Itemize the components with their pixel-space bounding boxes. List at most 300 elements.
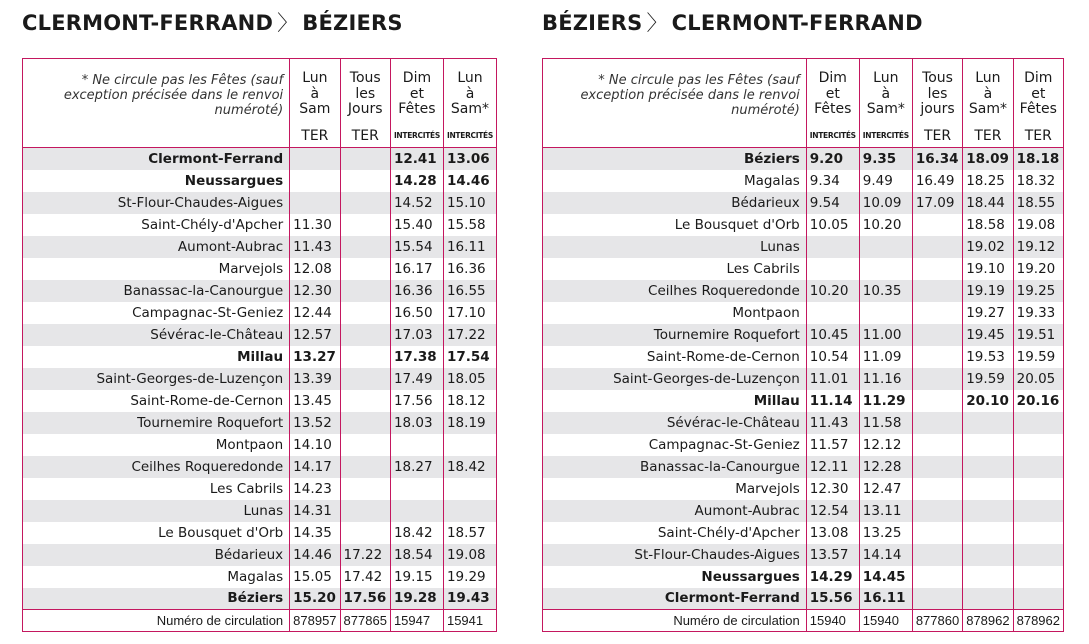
time-cell: 17.38 <box>390 346 443 368</box>
column-operator: INTERCITÉS <box>443 126 496 148</box>
column-days: Dim et Fêtes <box>806 59 859 126</box>
station-name: Les Cabrils <box>209 480 284 497</box>
time-cell: 14.23 <box>290 478 340 500</box>
table-row <box>23 500 497 522</box>
time-cell: 10.09 <box>859 192 912 214</box>
time-cell: 19.43 <box>443 588 496 610</box>
time-cell: 18.42 <box>390 522 443 544</box>
time-cell <box>340 324 390 346</box>
train-number: 878962 <box>1013 610 1063 632</box>
table-row <box>543 456 1064 478</box>
time-cell: 17.56 <box>340 588 390 610</box>
station-name: Saint-Rome-de-Cernon <box>130 392 284 409</box>
title-to: BÉZIERS <box>302 11 403 35</box>
train-number: 877865 <box>340 610 390 632</box>
station-name: Saint-Chély-d'Apcher <box>141 216 284 233</box>
time-cell: 13.27 <box>290 346 340 368</box>
time-cell <box>963 478 1013 500</box>
number-row <box>23 610 497 632</box>
station-name: Bédarieux <box>543 192 807 214</box>
time-cell <box>340 390 390 412</box>
time-cell <box>1013 522 1063 544</box>
time-cell: 16.11 <box>443 236 496 258</box>
station-name: Millau <box>237 348 284 365</box>
time-cell: 17.22 <box>340 544 390 566</box>
time-cell <box>340 258 390 280</box>
time-cell: 17.49 <box>390 368 443 390</box>
header-note: * Ne circule pas les Fêtes (sauf exception précisée dans le renvoi numéroté) <box>580 72 800 118</box>
station-name: Tournemire Roquefort <box>23 412 290 434</box>
table-row <box>23 412 497 434</box>
time-cell: 14.31 <box>290 500 340 522</box>
table-row <box>23 522 497 544</box>
time-cell <box>963 522 1013 544</box>
table-row <box>23 302 497 324</box>
time-cell <box>912 500 962 522</box>
table-row <box>23 148 497 170</box>
time-cell: 12.47 <box>859 478 912 500</box>
table-row <box>543 566 1064 588</box>
time-cell <box>912 544 962 566</box>
table-row <box>543 368 1064 390</box>
time-cell: 16.34 <box>912 148 962 170</box>
time-cell: 16.36 <box>390 280 443 302</box>
time-cell: 17.42 <box>340 566 390 588</box>
column-operator: INTERCITÉS <box>859 126 912 148</box>
time-cell: 15.54 <box>390 236 443 258</box>
time-cell: 18.27 <box>390 456 443 478</box>
column-days: Lun à Sam* <box>963 59 1013 126</box>
time-cell <box>443 478 496 500</box>
column-days: Tous les Jours <box>340 59 390 126</box>
time-cell: 11.16 <box>859 368 912 390</box>
time-cell <box>912 412 962 434</box>
time-cell <box>963 588 1013 610</box>
table-row <box>23 346 497 368</box>
time-cell: 11.43 <box>806 412 859 434</box>
time-cell: 18.09 <box>963 148 1013 170</box>
time-cell <box>912 522 962 544</box>
table-row <box>543 280 1064 302</box>
time-cell <box>859 302 912 324</box>
train-number: 15940 <box>859 610 912 632</box>
time-cell: 19.08 <box>443 544 496 566</box>
time-cell <box>340 192 390 214</box>
time-cell: 11.43 <box>290 236 340 258</box>
time-cell: 15.58 <box>443 214 496 236</box>
time-cell: 19.15 <box>390 566 443 588</box>
table-row <box>23 170 497 192</box>
time-cell <box>340 236 390 258</box>
train-number: 15941 <box>443 610 496 632</box>
table-row <box>23 280 497 302</box>
time-cell: 16.36 <box>443 258 496 280</box>
time-cell <box>340 522 390 544</box>
time-cell <box>912 456 962 478</box>
time-cell: 14.10 <box>290 434 340 456</box>
time-cell: 19.59 <box>1013 346 1063 368</box>
station-name: Magalas <box>227 568 284 585</box>
station-name: St-Flour-Chaudes-Aigues <box>23 192 290 214</box>
station-name: Saint-Rome-de-Cernon <box>646 348 800 365</box>
station-name: Sévérac-le-Château <box>23 324 290 346</box>
station-name: Le Bousquet d'Orb <box>158 524 284 541</box>
timetable <box>542 58 1064 632</box>
station-name: Banassac-la-Canourgue <box>543 456 807 478</box>
operator-spacer <box>23 126 290 148</box>
column-days: Lun à Sam* <box>443 59 496 126</box>
time-cell: 12.08 <box>290 258 340 280</box>
time-cell: 13.57 <box>806 544 859 566</box>
time-cell: 14.45 <box>859 566 912 588</box>
table-row <box>543 588 1064 610</box>
time-cell: 10.35 <box>859 280 912 302</box>
time-cell: 11.09 <box>859 346 912 368</box>
table-row <box>23 390 497 412</box>
title-from: CLERMONT-FERRAND <box>22 11 274 35</box>
time-cell: 19.10 <box>963 258 1013 280</box>
station-name: Bédarieux <box>23 544 290 566</box>
time-cell <box>806 302 859 324</box>
time-cell: 13.11 <box>859 500 912 522</box>
table-row <box>23 566 497 588</box>
time-cell: 19.53 <box>963 346 1013 368</box>
table-row <box>543 302 1064 324</box>
time-cell: 9.34 <box>806 170 859 192</box>
time-cell <box>390 478 443 500</box>
time-cell: 12.30 <box>290 280 340 302</box>
station-name: Aumont-Aubrac <box>543 500 807 522</box>
time-cell: 13.45 <box>290 390 340 412</box>
time-cell: 14.17 <box>290 456 340 478</box>
station-name: Marvejols <box>735 480 800 497</box>
time-cell <box>290 192 340 214</box>
station-name: Lunas <box>543 236 807 258</box>
table-row <box>543 148 1064 170</box>
header-row <box>543 59 1064 126</box>
station-name: Clermont-Ferrand <box>23 148 290 170</box>
time-cell: 18.12 <box>443 390 496 412</box>
time-cell <box>806 258 859 280</box>
station-name: Béziers <box>23 588 290 610</box>
title-to: CLERMONT-FERRAND <box>671 11 923 35</box>
time-cell: 11.58 <box>859 412 912 434</box>
time-cell: 16.11 <box>859 588 912 610</box>
station-name: Saint-Georges-de-Luzençon <box>23 368 290 390</box>
train-number: 878962 <box>963 610 1013 632</box>
station-name: Le Bousquet d'Orb <box>674 216 800 233</box>
time-cell: 18.18 <box>1013 148 1063 170</box>
time-cell: 18.19 <box>443 412 496 434</box>
time-cell: 16.50 <box>390 302 443 324</box>
time-cell: 12.30 <box>806 478 859 500</box>
time-cell <box>340 346 390 368</box>
table-row <box>23 368 497 390</box>
time-cell: 18.57 <box>443 522 496 544</box>
time-cell: 17.56 <box>390 390 443 412</box>
time-cell: 13.25 <box>859 522 912 544</box>
time-cell: 19.27 <box>963 302 1013 324</box>
time-cell: 15.10 <box>443 192 496 214</box>
time-cell: 17.09 <box>912 192 962 214</box>
column-days: Tous les jours <box>912 59 962 126</box>
train-number: 878957 <box>290 610 340 632</box>
time-cell <box>912 280 962 302</box>
time-cell <box>1013 566 1063 588</box>
station-name: Campagnac-St-Geniez <box>132 304 284 321</box>
station-name: Tournemire Roquefort <box>543 324 807 346</box>
time-cell <box>1013 434 1063 456</box>
table-row <box>543 500 1064 522</box>
station-name: Clermont-Ferrand <box>543 588 807 610</box>
time-cell <box>340 280 390 302</box>
time-cell: 10.05 <box>806 214 859 236</box>
time-cell <box>340 478 390 500</box>
time-cell <box>340 148 390 170</box>
table-row <box>543 478 1064 500</box>
time-cell: 10.20 <box>806 280 859 302</box>
time-cell: 10.20 <box>859 214 912 236</box>
time-cell: 12.41 <box>390 148 443 170</box>
time-cell: 9.49 <box>859 170 912 192</box>
column-days: Dim et Fêtes <box>1013 59 1063 126</box>
column-operator: TER <box>340 126 390 148</box>
title-from: BÉZIERS <box>542 11 643 35</box>
time-cell: 13.08 <box>806 522 859 544</box>
time-cell: 11.14 <box>806 390 859 412</box>
title-arrow: 〉 <box>646 11 668 35</box>
station-name: Montpaon <box>215 436 284 453</box>
time-cell: 19.51 <box>1013 324 1063 346</box>
time-cell: 13.52 <box>290 412 340 434</box>
time-cell <box>963 434 1013 456</box>
time-cell: 18.03 <box>390 412 443 434</box>
time-cell <box>912 390 962 412</box>
time-cell: 14.29 <box>806 566 859 588</box>
station-name: St-Flour-Chaudes-Aigues <box>543 544 807 566</box>
table-row <box>543 390 1064 412</box>
time-cell <box>1013 412 1063 434</box>
time-cell <box>963 566 1013 588</box>
table-row <box>543 412 1064 434</box>
station-name: Neussargues <box>184 172 284 189</box>
table-row <box>543 170 1064 192</box>
table-row <box>23 192 497 214</box>
time-cell: 18.25 <box>963 170 1013 192</box>
number-label: Numéro de circulation <box>543 610 807 632</box>
number-label: Numéro de circulation <box>23 610 290 632</box>
time-cell <box>290 170 340 192</box>
station-name: Lunas <box>23 500 290 522</box>
time-cell: 19.45 <box>963 324 1013 346</box>
time-cell: 16.49 <box>912 170 962 192</box>
station-name: Saint-Chély-d'Apcher <box>657 524 800 541</box>
table-row <box>543 434 1064 456</box>
station-name: Sévérac-le-Château <box>543 412 807 434</box>
time-cell: 14.52 <box>390 192 443 214</box>
time-cell: 12.54 <box>806 500 859 522</box>
time-cell <box>912 478 962 500</box>
time-cell: 12.28 <box>859 456 912 478</box>
time-cell: 17.10 <box>443 302 496 324</box>
time-cell <box>859 236 912 258</box>
time-cell <box>912 236 962 258</box>
column-days: Dim et Fêtes <box>390 59 443 126</box>
time-cell: 15.05 <box>290 566 340 588</box>
time-cell <box>912 434 962 456</box>
table-row <box>543 522 1064 544</box>
time-cell: 15.40 <box>390 214 443 236</box>
table-row <box>543 214 1064 236</box>
table-row <box>23 544 497 566</box>
station-name: Millau <box>753 392 800 409</box>
time-cell <box>340 412 390 434</box>
time-cell: 15.20 <box>290 588 340 610</box>
time-cell: 12.12 <box>859 434 912 456</box>
time-cell <box>912 588 962 610</box>
table-row <box>543 258 1064 280</box>
time-cell <box>340 302 390 324</box>
time-cell: 19.29 <box>443 566 496 588</box>
time-cell <box>1013 500 1063 522</box>
time-cell <box>963 544 1013 566</box>
time-cell <box>859 258 912 280</box>
time-cell <box>1013 544 1063 566</box>
time-cell: 12.57 <box>290 324 340 346</box>
time-cell: 20.05 <box>1013 368 1063 390</box>
table-row <box>543 346 1064 368</box>
column-operator: TER <box>912 126 962 148</box>
station-name: Magalas <box>743 172 800 189</box>
time-cell <box>1013 456 1063 478</box>
station-name: Montpaon <box>732 304 800 321</box>
time-cell <box>912 566 962 588</box>
time-cell <box>290 148 340 170</box>
station-name: Les Cabrils <box>726 260 800 277</box>
time-cell: 13.06 <box>443 148 496 170</box>
time-cell: 9.35 <box>859 148 912 170</box>
train-number: 15940 <box>806 610 859 632</box>
station-name: Campagnac-St-Geniez <box>648 436 800 453</box>
time-cell <box>340 214 390 236</box>
station-name: Banassac-la-Canourgue <box>23 280 290 302</box>
time-cell: 18.42 <box>443 456 496 478</box>
time-cell <box>963 412 1013 434</box>
time-cell <box>390 500 443 522</box>
time-cell: 20.16 <box>1013 390 1063 412</box>
time-cell: 11.57 <box>806 434 859 456</box>
time-cell: 18.58 <box>963 214 1013 236</box>
time-cell <box>340 170 390 192</box>
table-row <box>23 456 497 478</box>
time-cell: 14.14 <box>859 544 912 566</box>
time-cell: 12.11 <box>806 456 859 478</box>
time-cell <box>912 302 962 324</box>
time-cell: 19.02 <box>963 236 1013 258</box>
time-cell: 14.46 <box>290 544 340 566</box>
time-cell: 19.19 <box>963 280 1013 302</box>
number-row <box>543 610 1064 632</box>
time-cell <box>912 324 962 346</box>
time-cell <box>912 214 962 236</box>
time-cell: 20.10 <box>963 390 1013 412</box>
time-cell: 17.03 <box>390 324 443 346</box>
time-cell <box>340 434 390 456</box>
panel-title <box>542 7 923 37</box>
station-name: Aumont-Aubrac <box>23 236 290 258</box>
time-cell <box>390 434 443 456</box>
station-name: Béziers <box>543 148 807 170</box>
title-arrow: 〉 <box>277 11 299 35</box>
time-cell <box>963 456 1013 478</box>
time-cell: 14.35 <box>290 522 340 544</box>
time-cell: 18.05 <box>443 368 496 390</box>
header-row <box>23 59 497 126</box>
column-operator: INTERCITÉS <box>806 126 859 148</box>
table-row <box>23 324 497 346</box>
time-cell <box>912 346 962 368</box>
station-name: Saint-Georges-de-Luzençon <box>543 368 807 390</box>
panel-title <box>22 7 403 37</box>
column-operator: TER <box>963 126 1013 148</box>
header-note: * Ne circule pas les Fêtes (sauf exception précisée dans le renvoi numéroté) <box>63 72 284 118</box>
table-row <box>543 544 1064 566</box>
time-cell: 11.01 <box>806 368 859 390</box>
time-cell <box>340 500 390 522</box>
time-cell: 10.54 <box>806 346 859 368</box>
time-cell: 11.30 <box>290 214 340 236</box>
table-row <box>23 478 497 500</box>
time-cell: 13.39 <box>290 368 340 390</box>
time-cell: 19.12 <box>1013 236 1063 258</box>
time-cell: 16.55 <box>443 280 496 302</box>
time-cell: 19.20 <box>1013 258 1063 280</box>
time-cell: 9.54 <box>806 192 859 214</box>
time-cell <box>912 258 962 280</box>
train-number: 877860 <box>912 610 962 632</box>
time-cell: 12.44 <box>290 302 340 324</box>
time-cell: 18.55 <box>1013 192 1063 214</box>
station-name: Ceilhes Roqueredonde <box>543 280 807 302</box>
time-cell: 19.25 <box>1013 280 1063 302</box>
station-name: Neussargues <box>701 568 800 585</box>
time-cell: 9.20 <box>806 148 859 170</box>
time-cell: 11.29 <box>859 390 912 412</box>
time-cell <box>963 500 1013 522</box>
table-row <box>23 258 497 280</box>
time-cell <box>340 456 390 478</box>
time-cell <box>1013 478 1063 500</box>
time-cell <box>443 500 496 522</box>
time-cell <box>340 368 390 390</box>
column-days: Lun à Sam <box>290 59 340 126</box>
time-cell <box>1013 588 1063 610</box>
station-name: Marvejols <box>218 260 284 277</box>
operator-spacer <box>543 126 807 148</box>
column-days: Lun à Sam* <box>859 59 912 126</box>
time-cell: 18.44 <box>963 192 1013 214</box>
time-cell <box>806 236 859 258</box>
station-name: Ceilhes Roqueredonde <box>23 456 290 478</box>
table-row <box>23 214 497 236</box>
time-cell: 19.28 <box>390 588 443 610</box>
table-row <box>23 236 497 258</box>
time-cell: 10.45 <box>806 324 859 346</box>
time-cell: 11.00 <box>859 324 912 346</box>
time-cell: 14.46 <box>443 170 496 192</box>
table-row <box>23 434 497 456</box>
time-cell: 19.33 <box>1013 302 1063 324</box>
